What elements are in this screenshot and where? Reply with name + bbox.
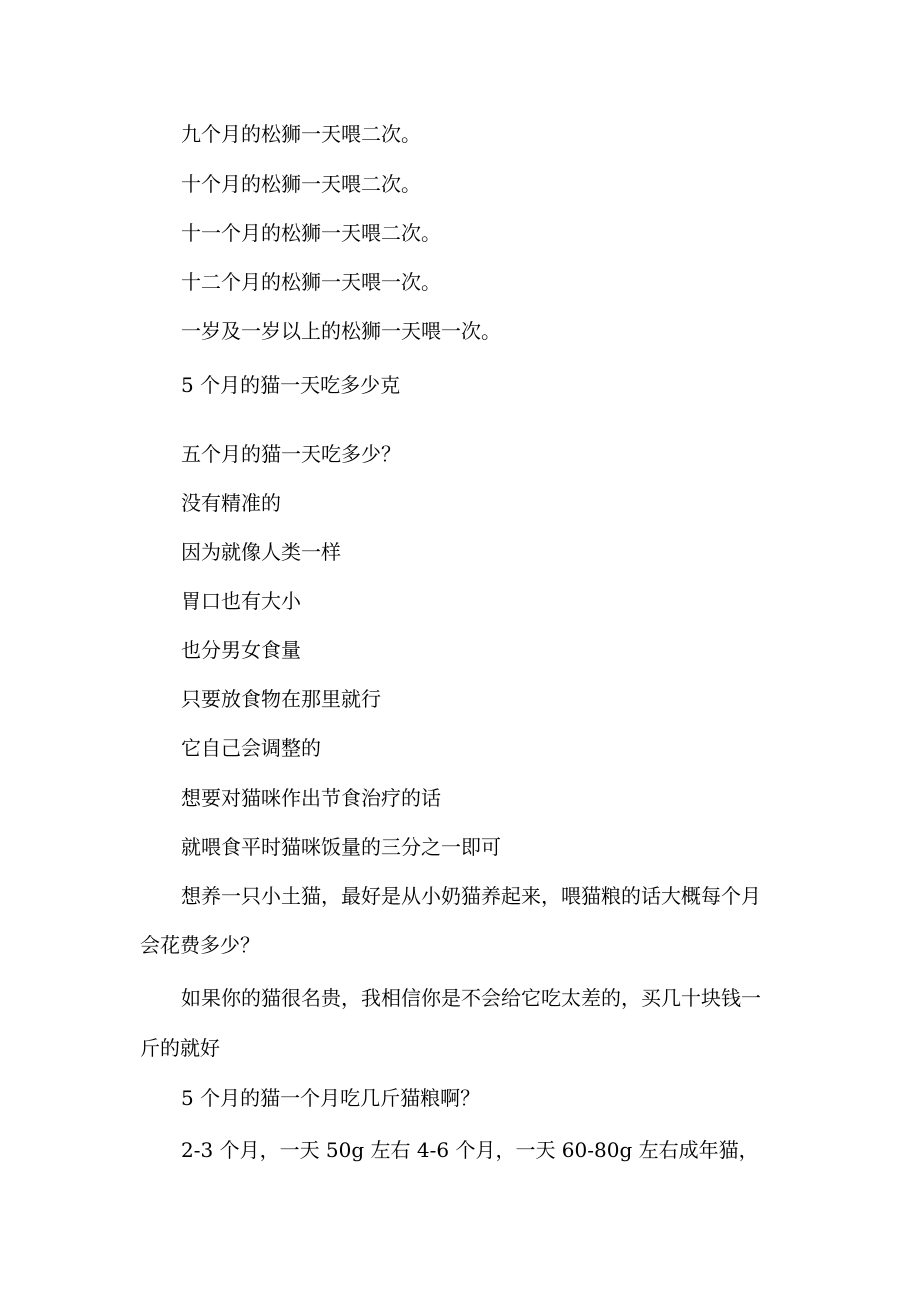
paragraph-line: 十一个月的松狮一天喂二次。 [181,221,441,245]
section-heading: 5 个月的猫一天吃多少克 [181,373,401,397]
paragraph-line: 因为就像人类一样 [181,540,341,564]
paragraph-line: 就喂食平时猫咪饭量的三分之一即可 [181,835,501,859]
paragraph-line: 也分男女食量 [181,638,301,662]
paragraph-line: 没有精准的 [181,491,281,515]
paragraph-line: 九个月的松狮一天喂二次。 [181,122,421,146]
paragraph-line: 想要对猫咪作出节食治疗的话 [181,786,441,810]
paragraph-line-wrap: 会花费多少？ [140,933,260,957]
paragraph-line: 如果你的猫很名贵，我相信你是不会给它吃太差的，买几十块钱一 [181,986,761,1010]
paragraph-line: 只要放食物在那里就行 [181,687,381,711]
paragraph-line: 胃口也有大小 [181,589,301,613]
paragraph-line: 想养一只小土猫，最好是从小奶猫养起来，喂猫粮的话大概每个月 [181,884,761,908]
paragraph-line: 五个月的猫一天吃多少？ [181,442,401,466]
paragraph-line: 十个月的松狮一天喂二次。 [181,172,421,196]
paragraph-line: 2-3 个月，一天 50g 左右 4-6 个月，一天 60-80g 左右成年猫， [181,1138,759,1162]
paragraph-line: 5 个月的猫一个月吃几斤猫粮啊？ [181,1086,481,1110]
paragraph-line: 它自己会调整的 [181,736,321,760]
paragraph-line: 一岁及一岁以上的松狮一天喂一次。 [181,319,501,343]
paragraph-line-wrap: 斤的就好 [140,1036,220,1060]
paragraph-line: 十二个月的松狮一天喂一次。 [181,270,441,294]
